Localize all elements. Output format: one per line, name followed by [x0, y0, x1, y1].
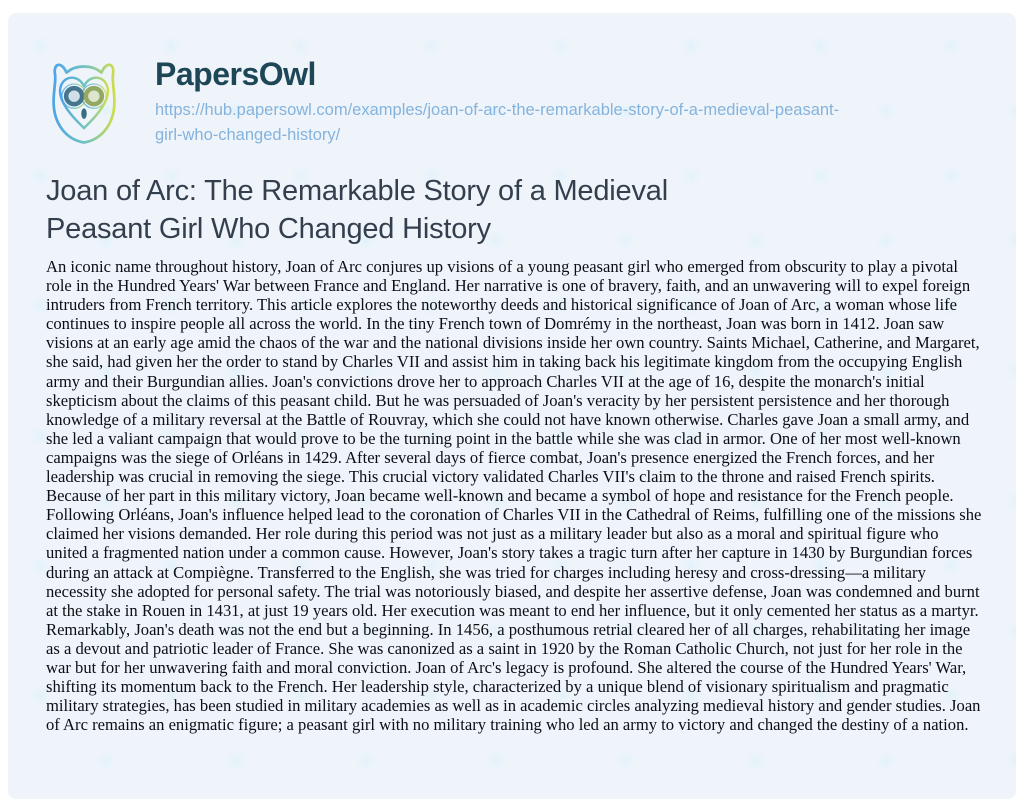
source-url-line1: https://hub.papersowl.com/examples/joan-of-arc-the-remarkable-story-of-a-medieval-peasant- — [155, 101, 840, 119]
header-text — [155, 55, 839, 148]
brand-name: PapersOwl — [155, 56, 316, 92]
site-header — [46, 55, 839, 151]
document-card — [8, 13, 1016, 799]
source-url-line2: girl-who-changed-history/ — [155, 126, 341, 144]
owl-icon — [46, 55, 122, 151]
article-body: An iconic name throughout history, Joan of Arc conjures up visions of a young peasant girl who emerged from obscurity to play a pivotal role in the Hundred Years' War between France and England. Her narrative is one of bravery, faith, and an unwavering will to expel foreign intruders from French territory. This article explores the noteworthy deeds and historical significance of Joan of Arc, a woman whose life continues to inspire people all across the world. In the tiny French town of Domrémy in the northeast, Joan was born in 1412. Joan saw visions at an early age amid the chaos of the war and the national divisions inside her own country. Saints Michael, Catherine, and Margaret, she said, had given her the order to stand by Charles VII and assist him in taking back his legitimate kingdom from the occupying English army and their Burgundian allies. Joan's convictions drove her to approach Charles VII at the age of 16, despite the monarch's initial skepticism about the claims of this peasant child. But he was persuaded of Joan's veracity by her persistent persistence and her thorough knowledge of a military reversal at the Battle of Rouvray, which she could not have known otherwise. Charles gave Joan a small army, and she led a valiant campaign that would prove to be the turning point in the battle while she was clad in armor. One of her most well-known campaigns was the siege of Orléans in 1429. After several days of fierce combat, Joan's presence energized the French forces, and her leadership was crucial in removing the siege. This crucial victory validated Charles VII's claim to the throne and raised French spirits. Because of her part in this military victory, Joan became well-known and became a symbol of hope and resistance for the French people. Following Orléans, Joan's influence helped lead to the coronation of Charles VII in the Cathedral of Reims, fulfilling one of the missions she claimed her visions demanded. Her role during this period was not just as a military leader but also as a moral and spiritual figure who united a fragmented nation under a common cause. However, Joan's story takes a tragic turn after her capture in 1430 by Burgundian forces during an attack at Compiègne. Transferred to the English, she was tried for charges including heresy and cross-dressing—a military necessity she adopted for personal safety. The trial was notoriously biased, and despite her assertive defense, Joan was condemned and burnt at the stake in Rouen in 1431, at just 19 years old. Her execution was meant to end her influence, but it only cemented her status as a martyr. Remarkably, Joan's death was not the end but a beginning. In 1456, a posthumous retrial cleared her of all charges, rehabilitating her image as a devout and patriotic leader of France. She was canonized as a saint in 1920 by the Roman Catholic Church, not just for her role in the war but for her unwavering faith and moral conviction. Joan of Arc's legacy is profound. She altered the course of the Hundred Years' War, shifting its momentum back to the French. Her leadership style, characterized by a unique blend of visionary spiritualism and pragmatic military strategies, has been studied in military academies as well as in academic circles analyzing medieval history and gender studies. Joan of Arc remains an enigmatic figure; a peasant girl with no military training who led an army to victory and changed the destiny of a nation. — [46, 257, 982, 735]
papersowl-logo[interactable] — [46, 55, 122, 151]
source-url-link[interactable] — [155, 98, 839, 148]
article-title — [46, 173, 668, 248]
article-title-line1: Joan of Arc: The Remarkable Story of a Medieval — [46, 175, 668, 207]
article-title-line2: Peasant Girl Who Changed History — [46, 212, 491, 245]
